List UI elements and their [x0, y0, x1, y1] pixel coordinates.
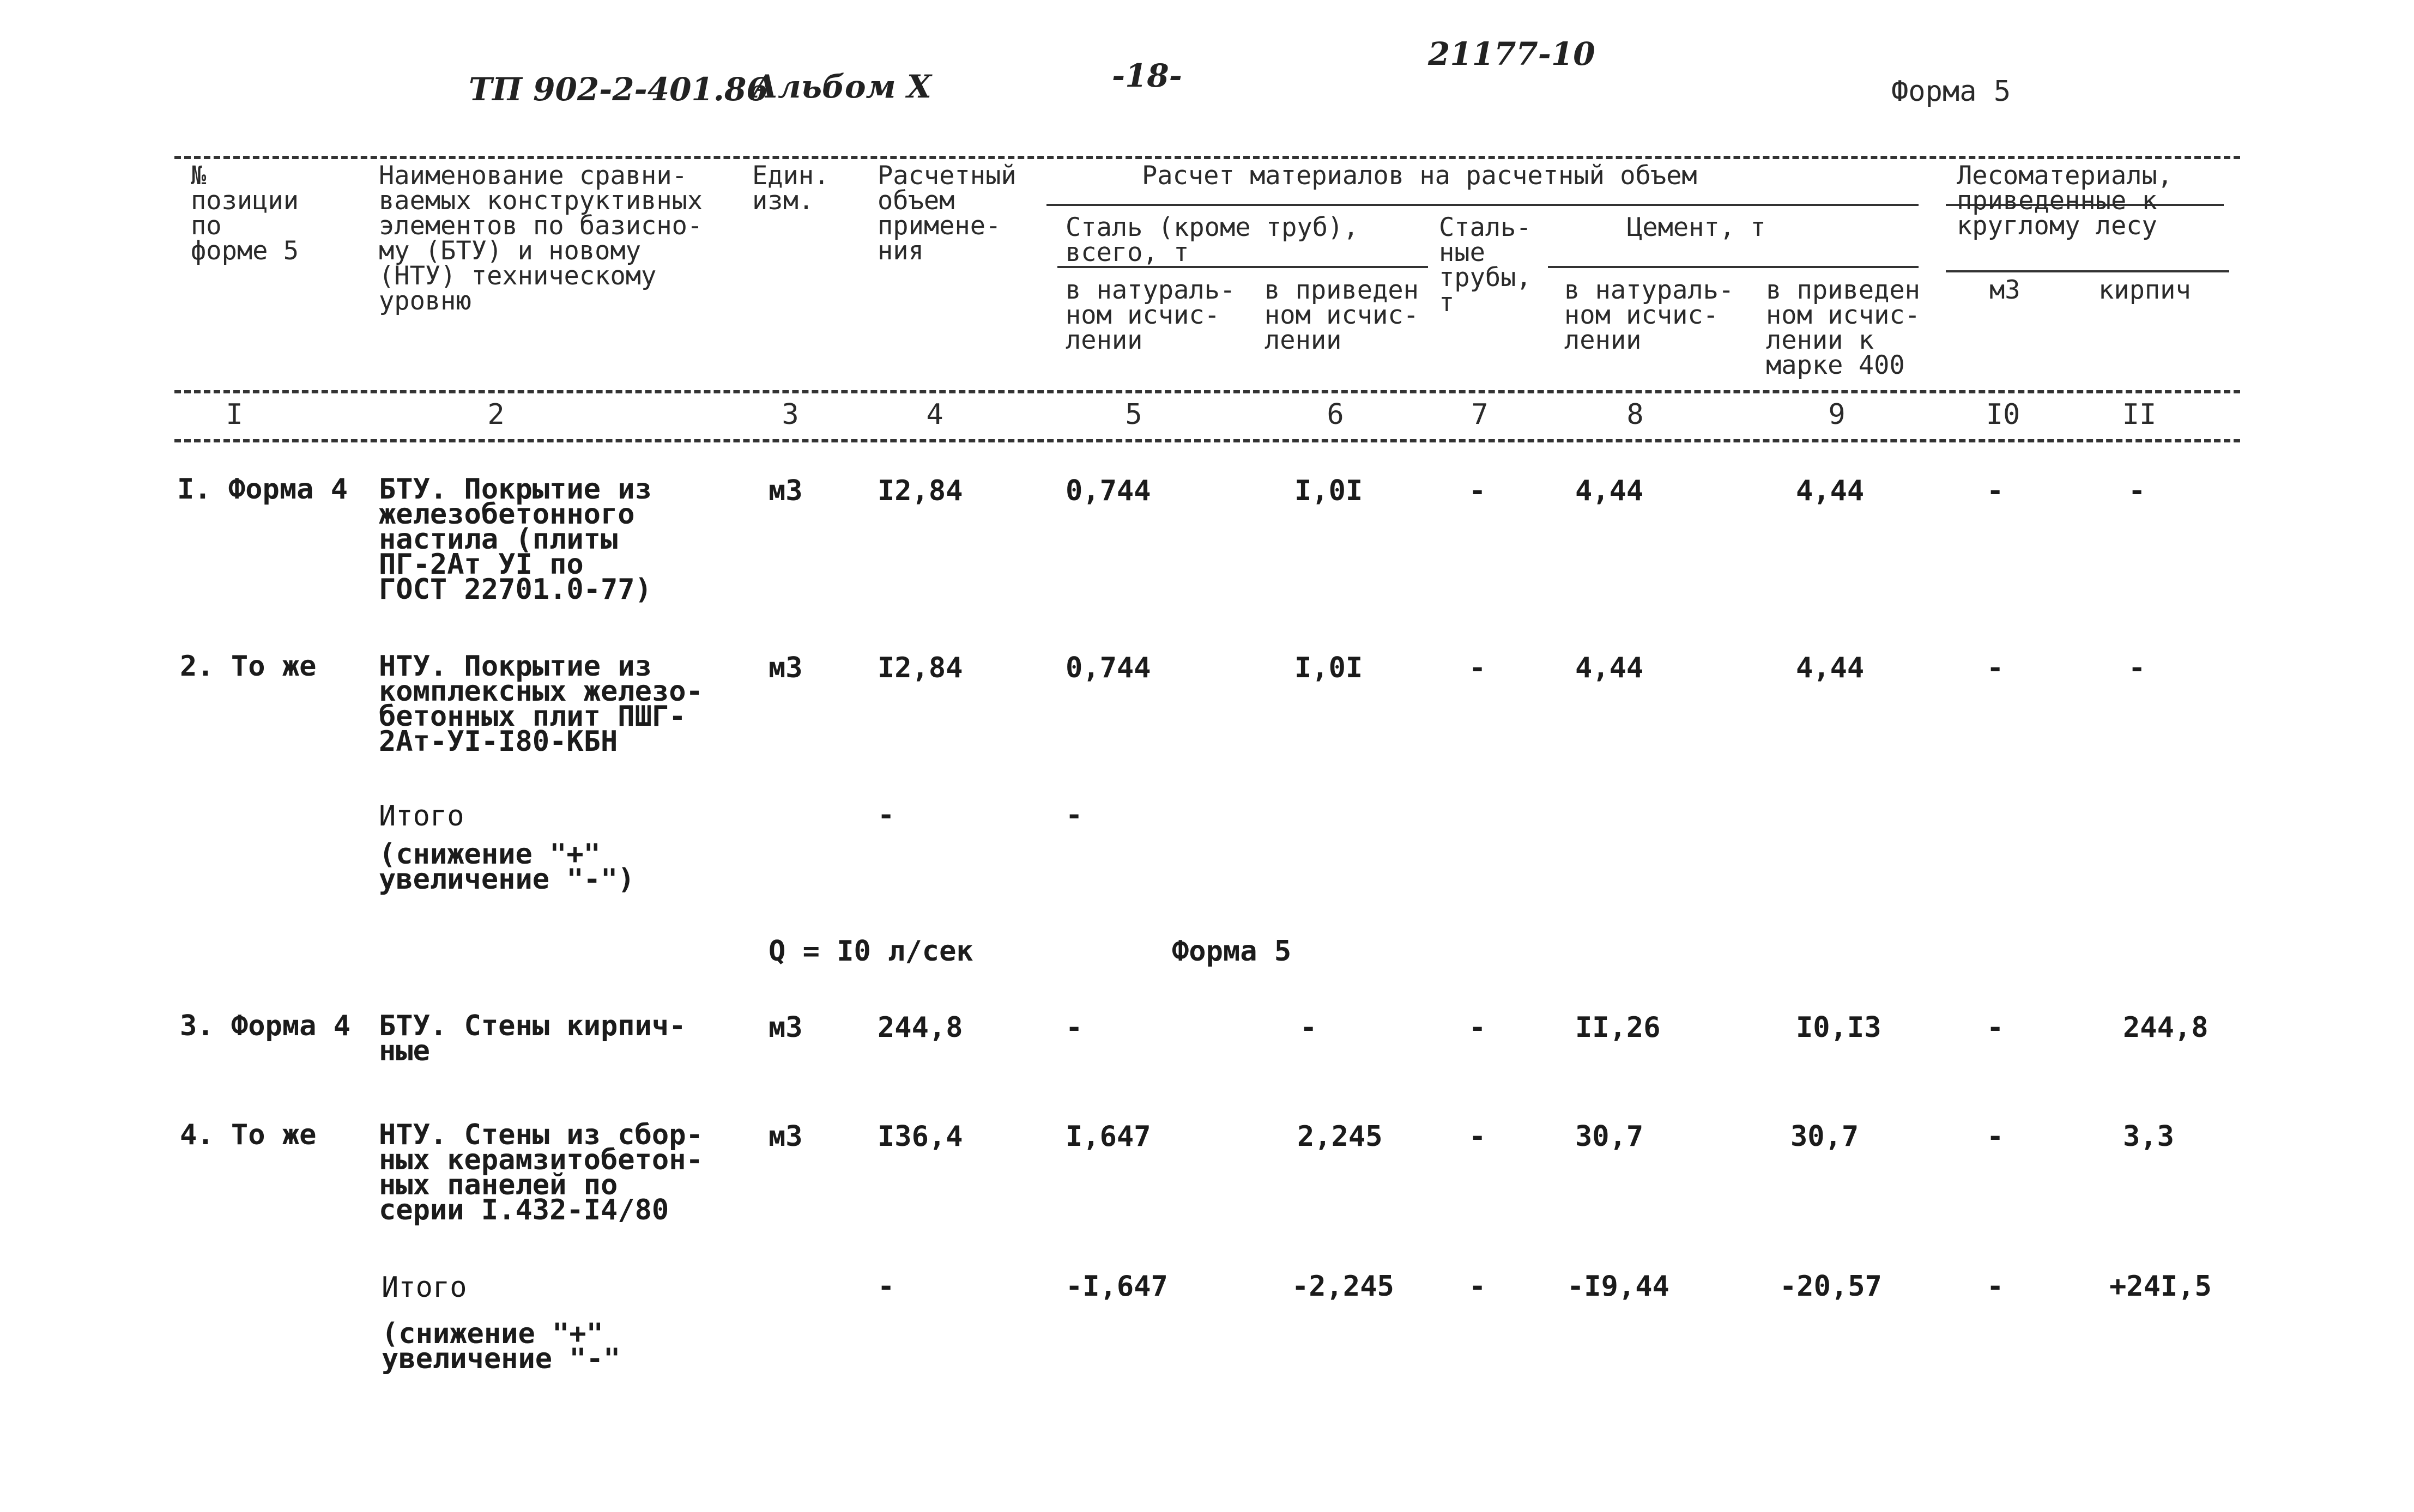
form-label: Форма 5	[1891, 75, 2011, 108]
subtotal-note: (снижение "+" увеличение "-")	[379, 838, 635, 896]
row-cement-reduced: 30,7	[1790, 1120, 1859, 1153]
header-element-name: Наименование сравни- ваемых конструктивных элементов по базисно- му (БТУ) и новому (НТУ) техническому уровню	[379, 161, 703, 316]
subtotal-cement-natural: -I9,44	[1567, 1270, 1669, 1303]
column-number: 5	[1125, 398, 1142, 431]
subtotal-steel-natural: -	[1066, 799, 1083, 831]
row-position: 4. То же	[180, 1119, 317, 1151]
column-number: 2	[487, 398, 505, 431]
column-number: 3	[782, 398, 799, 431]
column-number: 6	[1327, 398, 1344, 431]
row-timber: -	[1987, 652, 2004, 684]
header-volume: Расчетный объем примене- ния	[878, 161, 1017, 266]
row-volume: I2,84	[878, 475, 963, 507]
row-steel-pipes: -	[1469, 475, 1486, 507]
row-volume: I36,4	[878, 1120, 963, 1153]
header-timber-m3: м3	[1989, 275, 2020, 305]
header-position: № позиции по форме 5	[191, 161, 299, 266]
row-brick: 244,8	[2123, 1011, 2209, 1044]
row-steel-natural: I,647	[1066, 1120, 1151, 1153]
row-timber: -	[1987, 1120, 2004, 1153]
header-cement-group: Цемент, т	[1627, 212, 1766, 242]
header-steel-group: Сталь (кроме труб), всего, т	[1066, 212, 1359, 268]
column-number: II	[2122, 398, 2157, 431]
row-unit: м3	[769, 475, 803, 507]
document-code: ТП 902-2-401.86	[469, 71, 769, 108]
row-steel-reduced: -	[1300, 1011, 1317, 1044]
row-position: 2. То же	[180, 650, 317, 683]
subtotal-note: (снижение "+" увеличение "-"	[382, 1317, 621, 1375]
subtotal-steel-pipes: -	[1469, 1270, 1486, 1303]
row-steel-pipes: -	[1469, 1120, 1486, 1153]
row-steel-reduced: 2,245	[1297, 1120, 1383, 1153]
row-volume: I2,84	[878, 652, 963, 684]
column-number-rule	[174, 439, 2240, 442]
row-cement-natural: 30,7	[1575, 1120, 1644, 1153]
row-cement-natural: II,26	[1575, 1011, 1661, 1044]
row-cement-reduced: 4,44	[1796, 475, 1865, 507]
row-volume: 244,8	[878, 1011, 963, 1044]
sheet-code: 21177-10	[1428, 35, 1595, 72]
subtotal-brick: +24I,5	[2109, 1270, 2212, 1303]
header-steel-reduced: в приведен ном исчис- лении	[1265, 275, 1419, 355]
header-bottom-rule	[174, 390, 2240, 393]
column-number: 8	[1626, 398, 1644, 431]
cement-subgroup-rule	[1548, 266, 1919, 268]
header-steel-natural: в натураль- ном исчис- лении	[1066, 275, 1236, 355]
row-steel-natural: -	[1066, 1011, 1083, 1044]
row-element-name: БТУ. Покрытие из железобетонного настила (плиты ПГ-2Ат УI по ГОСТ 22701.0-77)	[379, 473, 652, 606]
row-timber: -	[1987, 1011, 2004, 1044]
row-unit: м3	[769, 1011, 803, 1044]
header-cement-reduced: в приведен ном исчис- лении к марке 400	[1766, 275, 1920, 380]
row-steel-pipes: -	[1469, 652, 1486, 684]
header-brick: кирпич	[2098, 275, 2191, 305]
subtotal-label: Итого	[382, 1271, 467, 1304]
row-unit: м3	[769, 652, 803, 684]
materials-group-rule	[1046, 204, 1919, 206]
subtotal-steel-natural: -I,647	[1066, 1270, 1168, 1303]
column-number: I	[226, 398, 243, 431]
header-cement-natural: в натураль- ном исчис- лении	[1564, 275, 1734, 355]
row-steel-reduced: I,0I	[1294, 475, 1363, 507]
row-position: I. Форма 4	[177, 473, 348, 506]
album-number: Альбом X	[752, 68, 931, 105]
column-number: 7	[1471, 398, 1489, 431]
row-element-name: БТУ. Стены кирпич- ные	[379, 1010, 686, 1067]
row-steel-reduced: I,0I	[1294, 652, 1363, 684]
page-number: -18-	[1112, 57, 1182, 94]
row-timber: -	[1987, 475, 2004, 507]
subtotal-label: Итого	[379, 800, 464, 833]
row-element-name: НТУ. Покрытие из комплексных железо- бетонных плит ПШГ- 2Ат-УI-I80-КБН	[379, 650, 703, 758]
column-number: 9	[1828, 398, 1846, 431]
row-brick: -	[2128, 652, 2146, 684]
row-element-name: НТУ. Стены из сбор- ных керамзитобетон- ных панелей по серии I.432-I4/80	[379, 1119, 703, 1226]
header-unit: Един. изм.	[752, 161, 830, 216]
row-position: 3. Форма 4	[180, 1010, 351, 1042]
row-cement-reduced: 4,44	[1796, 652, 1865, 684]
section-form-label: Форма 5	[1172, 935, 1292, 968]
header-steel-pipes: Сталь- ные трубы, т	[1439, 212, 1532, 318]
row-cement-natural: 4,44	[1575, 475, 1644, 507]
subtotal-cement-reduced: -20,57	[1780, 1270, 1882, 1303]
row-steel-pipes: -	[1469, 1011, 1486, 1044]
row-cement-natural: 4,44	[1575, 652, 1644, 684]
timber-subgroup-rule	[1946, 270, 2229, 272]
table-top-rule	[174, 156, 2240, 159]
row-brick: -	[2128, 475, 2146, 507]
header-timber-group: Лесоматериалы, приведенные к круглому лесу	[1957, 161, 2173, 241]
flow-rate-heading: Q = I0 л/сек	[769, 935, 973, 968]
row-cement-reduced: I0,I3	[1796, 1011, 1881, 1044]
header-materials-group: Расчет материалов на расчетный объем	[1142, 161, 1697, 191]
subtotal-volume: -	[878, 799, 895, 831]
row-steel-natural: 0,744	[1066, 475, 1151, 507]
column-number: I0	[1986, 398, 2020, 431]
row-brick: 3,3	[2123, 1120, 2174, 1153]
subtotal-steel-reduced: -2,245	[1292, 1270, 1394, 1303]
subtotal-timber: -	[1987, 1270, 2004, 1303]
subtotal-volume: -	[878, 1270, 895, 1303]
column-number: 4	[926, 398, 943, 431]
row-steel-natural: 0,744	[1066, 652, 1151, 684]
row-unit: м3	[769, 1120, 803, 1153]
